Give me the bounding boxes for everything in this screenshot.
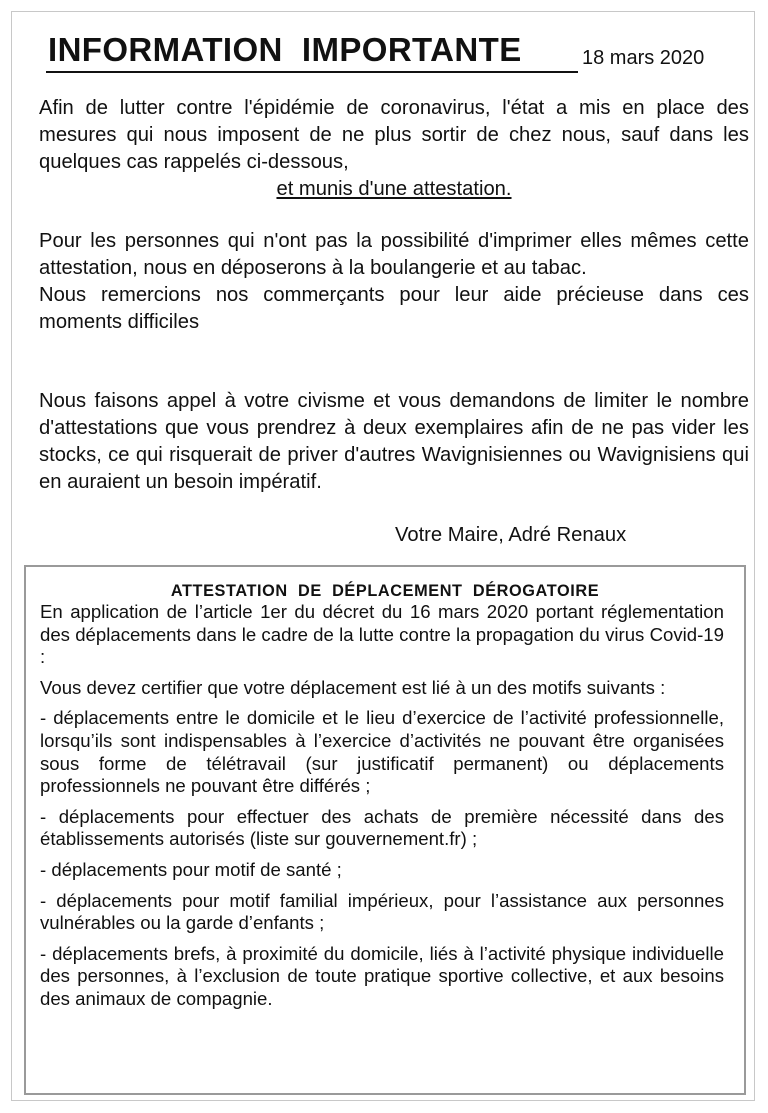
notice-paragraph-4: Nous faisons appel à votre civisme et vous demandons de limiter le nombre d'attestations que vous prendrez à deux exemplaires afin de ne pas vider les stocks, ce qui risquerait de priver d'autres Wavignisiennes ou Wavignisiens qui en auraient un besoin impératif. (39, 390, 749, 493)
attestation-motif: - déplacements brefs, à proximité du domicile, liés à l’activité physique individuelle des personnes, à l’exclusion de toute pratique sportive collective, et aux besoins des animaux de compagnie. (40, 942, 724, 1009)
mayor-signature: Votre Maire, Adré Renaux (395, 524, 627, 546)
attestation-motif: - déplacements pour motif de santé ; (40, 858, 342, 880)
notice-date: 18 mars 2020 (582, 47, 705, 69)
notice-paragraph-3: Nous remercions nos commerçants pour leur aide précieuse dans ces moments difficiles (39, 284, 749, 333)
notice-distribution (39, 228, 749, 336)
notice-emphasis (39, 176, 749, 203)
notice-emphasis-text: et munis d'une attestation. (276, 178, 512, 200)
attestation-intro: En application de l’article 1er du décret du 16 mars 2020 portant réglementation des déplacements dans le cadre de la lutte contre la propagation du virus Covid-19 : (40, 601, 724, 668)
attestation-title: ATTESTATION DE DÉPLACEMENT DÉROGATOIRE (170, 582, 600, 600)
notice-appeal (39, 388, 749, 496)
attestation-certify: Vous devez certifier que votre déplacement est lié à un des motifs suivants : (40, 676, 666, 698)
attestation-box (24, 565, 746, 1095)
attestation-motif: - déplacements pour effectuer des achats de première nécessité dans des établissements autorisés (liste sur gouvernement.fr) ; (40, 805, 724, 850)
title-underline (46, 71, 578, 73)
notice-paragraph-1: Afin de lutter contre l'épidémie de coronavirus, l'état a mis en place des mesures qui nous imposent de ne plus sortir de chez nous, sauf dans les quelques cas rappelés ci-dessous, (39, 97, 749, 173)
attestation-motif: - déplacements entre le domicile et le lieu d’exercice de l’activité professionnelle, lorsqu’ils sont indispensables à l’exercice d’activités ne pouvant être organisées sous forme de télétravail (sur justificatif permanent) ou déplacements professionnels ne pouvant être différés ; (40, 707, 724, 797)
notice-paragraph-2: Pour les personnes qui n'ont pas la possibilité d'imprimer elles mêmes cette attestation, nous en déposerons à la boulangerie et au tabac. (39, 230, 749, 279)
header (38, 30, 738, 76)
notice-page (11, 11, 755, 1101)
page-title: INFORMATION IMPORTANTE (48, 31, 522, 68)
notice-intro (39, 95, 749, 203)
attestation-body (40, 601, 724, 1019)
attestation-motif: - déplacements pour motif familial impérieux, pour l’assistance aux personnes vulnérables ou la garde d’enfants ; (40, 889, 724, 934)
